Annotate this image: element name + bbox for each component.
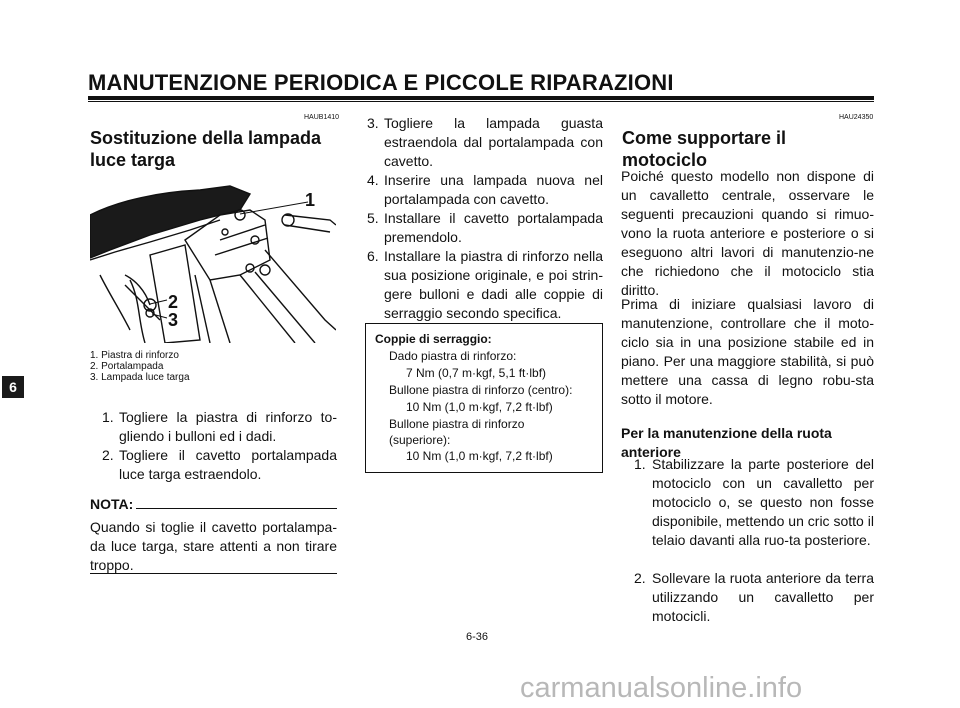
section-title-line1: Sostituzione della lampada <box>90 128 322 148</box>
torque-line: Dado piastra di rinforzo: <box>389 349 517 363</box>
header-rule-thin <box>88 101 874 102</box>
note-rule <box>136 508 337 509</box>
step-item <box>367 114 603 171</box>
section-code: HAU24350 <box>839 114 874 121</box>
note-end-rule <box>90 573 337 574</box>
header-rule <box>88 96 874 100</box>
note-text: Quando si toglie il cavetto portalampa-da luce targa, stare attenti a non tirare troppo. <box>90 519 337 573</box>
paragraph: Poiché questo modello non dispone di un cavalletto centrale, osservare le seguenti precauzioni quando si rimuo-vono la ruota anteriore e posteriore o si eseguono altri lavori di manutenzio-ne che richiedono che il motociclo stia diritto. <box>621 168 874 298</box>
step-text: Inserire una lampada nuova nel portalampada con cavetto. <box>384 172 603 207</box>
section-title <box>622 127 786 171</box>
step-number: 5. <box>367 210 379 226</box>
chapter-tab: 6 <box>2 376 24 398</box>
step-text: Installare la piastra di rinforzo nella sua posizione originale, e poi strin-gere bulloni e dadi alle coppie di serraggio secondo specifica. <box>384 248 603 321</box>
watermark: carmanualsonline.info <box>520 672 803 704</box>
page-number: 6-36 <box>466 631 489 643</box>
step-text: Togliere la piastra di rinforzo to-gliendo i bulloni ed i dadi. <box>119 409 337 444</box>
subheading-line2: anteriore <box>621 444 681 460</box>
callout-1: 1 <box>305 190 316 210</box>
section-code: HAUB1410 <box>304 114 340 121</box>
step-text: Stabilizzare la parte posteriore del motociclo con un cavalletto per motociclo o, se questo non fosse disponibile, mettendo un cric sotto il telaio davanti alla ruo-ta posteriore. <box>652 456 874 548</box>
torque-line: Bullone piastra di rinforzo (centro): <box>389 383 573 397</box>
step-item <box>102 446 337 484</box>
section-title-line2: motociclo <box>622 150 708 170</box>
step-number: 2. <box>102 447 114 463</box>
subheading-line1: Per la manutenzione della ruota <box>621 425 832 441</box>
section-title <box>90 127 321 171</box>
callout-3: 3 <box>168 310 179 330</box>
paragraph: Prima di iniziare qualsiasi lavoro di manutenzione, controllare che il moto-ciclo sia in una posizione stabile ed in piano. Per una maggiore stabilità, si può mettere una cassa di legno robu-sta sotto il motore. <box>621 296 874 407</box>
step-number: 6. <box>367 248 379 264</box>
torque-value: 10 Nm (1,0 m·kgf, 7,2 ft·lbf) <box>406 449 553 463</box>
page-header: MANUTENZIONE PERIODICA E PICCOLE RIPARAZIONI <box>88 70 674 95</box>
step-item <box>367 209 603 247</box>
caption-item: 1. Piastra di rinforzo <box>90 350 179 361</box>
torque-line: Bullone piastra di rinforzo <box>389 417 525 431</box>
step-text: Togliere la lampada guasta estraendola dal portalampada con cavetto. <box>384 115 603 169</box>
step-text: Sollevare la ruota anteriore da terra utilizzando un cavalletto per motocicli. <box>652 570 874 624</box>
step-item <box>367 171 603 209</box>
note-label: NOTA: <box>90 496 134 512</box>
step-number: 1. <box>634 456 646 472</box>
step-text: Togliere il cavetto portalampada luce targa estraendolo. <box>119 447 337 482</box>
torque-value: 7 Nm (0,7 m·kgf, 5,1 ft·lbf) <box>406 366 547 380</box>
step-item <box>634 569 874 626</box>
step-item <box>634 455 874 550</box>
license-light-figure <box>90 180 336 343</box>
step-item <box>102 408 337 446</box>
figure-caption <box>90 350 190 383</box>
step-text: Installare il cavetto portalampada premendolo. <box>384 210 603 245</box>
step-number: 3. <box>367 115 379 131</box>
section-title-line1: Come supportare il <box>622 128 787 148</box>
step-number: 1. <box>102 409 114 425</box>
torque-line: (superiore): <box>389 433 451 447</box>
step-number: 4. <box>367 172 379 188</box>
callout-2: 2 <box>168 292 179 312</box>
caption-item: 3. Lampada luce targa <box>90 372 190 383</box>
step-item <box>367 247 603 323</box>
section-title-line2: luce targa <box>90 150 176 170</box>
step-number: 2. <box>634 570 646 586</box>
torque-title: Coppie di serraggio: <box>375 332 492 346</box>
torque-value: 10 Nm (1,0 m·kgf, 7,2 ft·lbf) <box>406 400 553 414</box>
figure-illustration <box>90 180 336 343</box>
caption-item: 2. Portalampada <box>90 361 164 372</box>
torque-spec-box <box>365 323 603 473</box>
